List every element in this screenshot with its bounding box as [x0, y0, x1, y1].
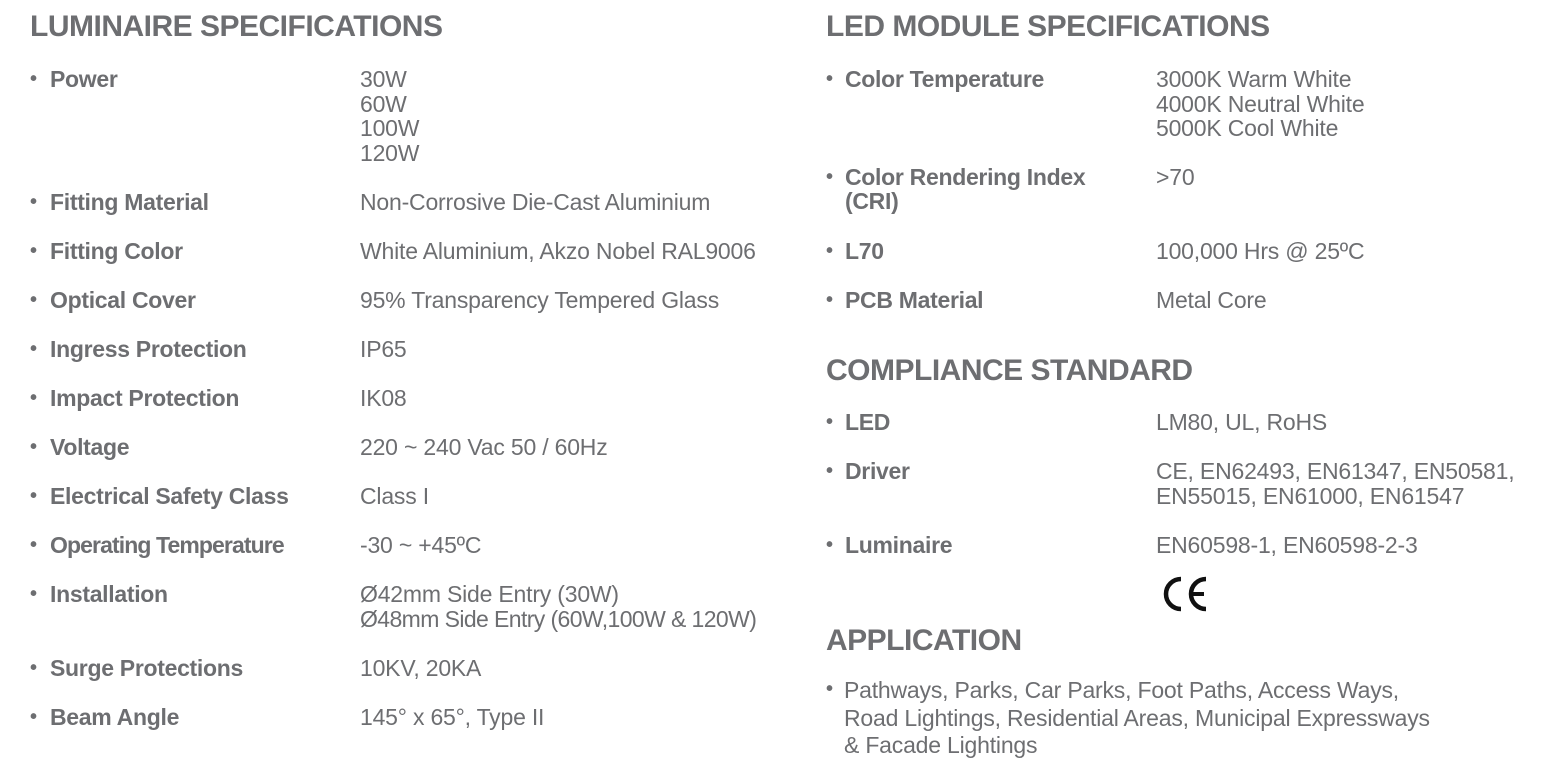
spec-value: -30 ~ +45ºC — [360, 532, 482, 558]
spec-value: 120W — [360, 139, 420, 166]
spec-value: 4000K Neutral White — [1156, 90, 1365, 117]
spec-label: Color Temperature — [845, 66, 1044, 92]
spec-label-line2: (CRI) — [845, 188, 899, 214]
spec-value: 145° x 65°, Type II — [360, 704, 545, 730]
spec-value: 5000K Cool White — [1156, 115, 1339, 141]
spec-value: >70 — [1156, 164, 1195, 190]
bullet: • — [30, 436, 38, 458]
spec-values — [360, 337, 407, 362]
ce-mark-logo — [1160, 574, 1210, 614]
compliance-values — [1156, 533, 1418, 558]
spec-values — [1156, 67, 1364, 141]
bullet: • — [826, 534, 834, 556]
compliance-value: EN55015, EN61000, EN61547 — [1156, 482, 1465, 509]
spec-value: Class I — [360, 483, 429, 509]
compliance-value: EN60598-1, EN60598-2-3 — [1156, 532, 1418, 558]
bullet: • — [30, 68, 38, 90]
bullet: • — [30, 387, 38, 409]
spec-value: 95% Transparency Tempered Glass — [360, 287, 720, 313]
bullet: • — [826, 411, 834, 433]
application-line: Road Lightings, Residential Areas, Municipal Expressways — [844, 704, 1430, 731]
spec-value: Non-Corrosive Die-Cast Aluminium — [360, 189, 711, 215]
compliance-label: Driver — [845, 458, 910, 484]
application-title: APPLICATION — [826, 624, 1022, 657]
compliance-standard-title: COMPLIANCE STANDARD — [826, 354, 1193, 387]
spec-values — [360, 190, 710, 215]
spec-value: Metal Core — [1156, 287, 1267, 313]
spec-values — [360, 533, 481, 558]
spec-value: 60W — [360, 90, 407, 117]
spec-value: 3000K Warm White — [1156, 66, 1352, 92]
bullet: • — [30, 706, 38, 728]
spec-label: Operating Temperature — [50, 532, 284, 558]
spec-value: IP65 — [360, 336, 407, 362]
spec-value: IK08 — [360, 385, 407, 411]
spec-label: Voltage — [50, 434, 130, 460]
compliance-label: Luminaire — [845, 532, 953, 558]
spec-value: Ø48mm Side Entry (60W,100W & 120W) — [360, 605, 757, 632]
spec-values — [1156, 239, 1364, 264]
compliance-values — [1156, 459, 1514, 508]
application-line: & Facade Lightings — [844, 732, 1038, 758]
compliance-label: LED — [845, 409, 891, 435]
spec-values — [360, 705, 544, 730]
compliance-value: LM80, UL, RoHS — [1156, 409, 1328, 435]
spec-value: White Aluminium, Akzo Nobel RAL9006 — [360, 238, 756, 264]
spec-label: Fitting Material — [50, 189, 209, 215]
spec-value: 100W — [360, 115, 420, 141]
spec-values — [360, 288, 719, 313]
bullet: • — [30, 583, 38, 605]
spec-label: Electrical Safety Class — [50, 483, 289, 509]
spec-values — [360, 435, 608, 460]
application-line: Pathways, Parks, Car Parks, Foot Paths, Access Ways, — [844, 677, 1399, 703]
spec-values — [360, 656, 481, 681]
spec-label: Power — [50, 66, 118, 92]
led-module-specs-title: LED MODULE SPECIFICATIONS — [826, 10, 1270, 43]
bullet: • — [30, 191, 38, 213]
bullet: • — [30, 289, 38, 311]
bullet: • — [826, 678, 834, 700]
bullet: • — [826, 166, 834, 188]
bullet: • — [30, 534, 38, 556]
luminaire-specs-title: LUMINAIRE SPECIFICATIONS — [30, 10, 443, 43]
spec-values — [360, 582, 756, 631]
compliance-value: CE, EN62493, EN61347, EN50581, — [1156, 458, 1515, 484]
bullet: • — [30, 485, 38, 507]
application-text — [844, 677, 1430, 760]
bullet: • — [826, 68, 834, 90]
compliance-values — [1156, 410, 1327, 435]
bullet: • — [826, 289, 834, 311]
spec-value: Ø42mm Side Entry (30W) — [360, 581, 619, 607]
spec-values — [360, 386, 407, 411]
spec-label: L70 — [845, 238, 884, 264]
bullet: • — [826, 240, 834, 262]
spec-values — [360, 67, 419, 165]
spec-label: Color Rendering Index — [845, 164, 1086, 190]
bullet: • — [30, 657, 38, 679]
spec-values — [360, 484, 429, 509]
spec-values — [1156, 288, 1267, 313]
bullet: • — [30, 338, 38, 360]
spec-label: PCB Material — [845, 287, 984, 313]
spec-label: Surge Protections — [50, 655, 243, 681]
spec-label: Beam Angle — [50, 704, 180, 730]
spec-label: Impact Protection — [50, 385, 240, 411]
spec-label: Installation — [50, 581, 168, 607]
spec-value: 220 ~ 240 Vac 50 / 60Hz — [360, 434, 608, 460]
spec-label: Ingress Protection — [50, 336, 247, 362]
spec-value: 30W — [360, 66, 407, 92]
spec-value: 10KV, 20KA — [360, 655, 482, 681]
spec-label: Fitting Color — [50, 238, 183, 264]
spec-value: 100,000 Hrs @ 25ºC — [1156, 238, 1365, 264]
spec-values — [1156, 165, 1194, 190]
bullet: • — [826, 460, 834, 482]
spec-label: Optical Cover — [50, 287, 196, 313]
bullet: • — [30, 240, 38, 262]
spec-values — [360, 239, 756, 264]
